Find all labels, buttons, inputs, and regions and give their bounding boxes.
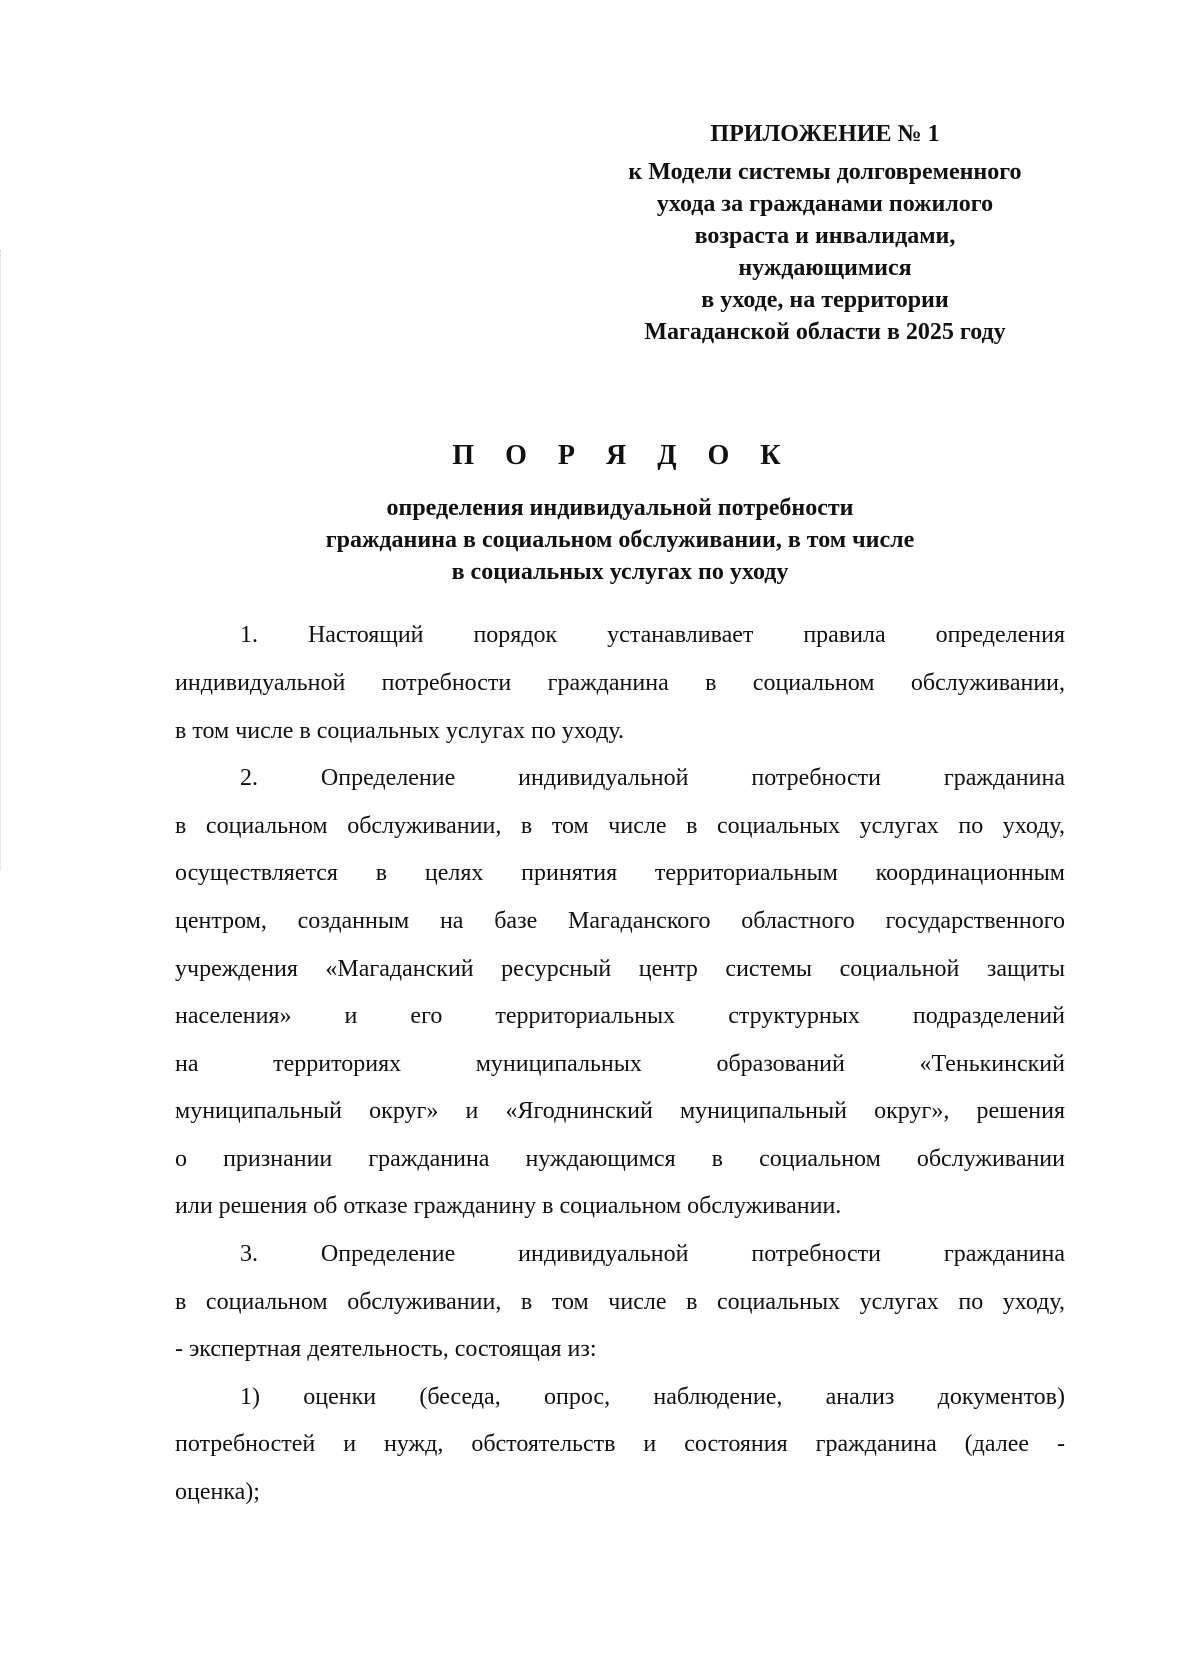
body-line: потребностей и нужд, обстоятельств и состояния гражданина (далее - [175,1431,1065,1457]
appendix-line: в уходе, на территории [701,287,949,313]
body-line: 1. Настоящий порядок устанавливает правила определения [240,622,1065,648]
document-subtitle-line: в социальных услугах по уходу [451,559,789,585]
document-title: П О Р Я Д О К [452,440,793,471]
appendix-line: к Модели системы долговременного [628,159,1022,185]
body-line: 2. Определение индивидуальной потребности гражданина [240,765,1065,791]
body-line: населения» и его территориальных структурных подразделений [175,1003,1065,1029]
body-line: в социальном обслуживании, в том числе в социальных услугах по уходу, [175,813,1065,839]
body-line: или решения об отказе гражданину в социальном обслуживании. [175,1193,842,1219]
body-line: 1) оценки (беседа, опрос, наблюдение, анализ документов) [240,1384,1065,1410]
body-line: в том числе в социальных услугах по уходу. [175,718,625,744]
document-subtitle-line: определения индивидуальной потребности [386,495,854,521]
appendix-title: ПРИЛОЖЕНИЕ № 1 [710,121,940,147]
document-subtitle-line: гражданина в социальном обслуживании, в том числе [325,527,915,553]
body-line: центром, созданным на базе Магаданского областного государственного [175,908,1065,934]
body-line: учреждения «Магаданский ресурсный центр системы социальной защиты [175,956,1065,982]
body-line: 3. Определение индивидуальной потребности гражданина [240,1241,1065,1267]
appendix-line: ухода за гражданами пожилого [656,191,994,217]
body-line: муниципальный округ» и «Ягоднинский муниципальный округ», решения [175,1098,1065,1124]
scan-edge-mark [0,250,3,870]
body-line: в социальном обслуживании, в том числе в социальных услугах по уходу, [175,1289,1065,1315]
body-line: о признании гражданина нуждающимся в социальном обслуживании [175,1146,1065,1172]
body-line: оценка); [175,1479,260,1505]
appendix-line: возраста и инвалидами, [694,223,956,249]
body-line: - экспертная деятельность, состоящая из: [175,1336,597,1362]
appendix-line: Магаданской области в 2025 году [644,319,1006,345]
body-line: на территориях муниципальных образований «Тенькинский [175,1051,1065,1077]
appendix-line: нуждающимися [738,255,912,281]
body-line: индивидуальной потребности гражданина в социальном обслуживании, [175,670,1065,696]
body-line: осуществляется в целях принятия территориальным координационным [175,860,1065,886]
